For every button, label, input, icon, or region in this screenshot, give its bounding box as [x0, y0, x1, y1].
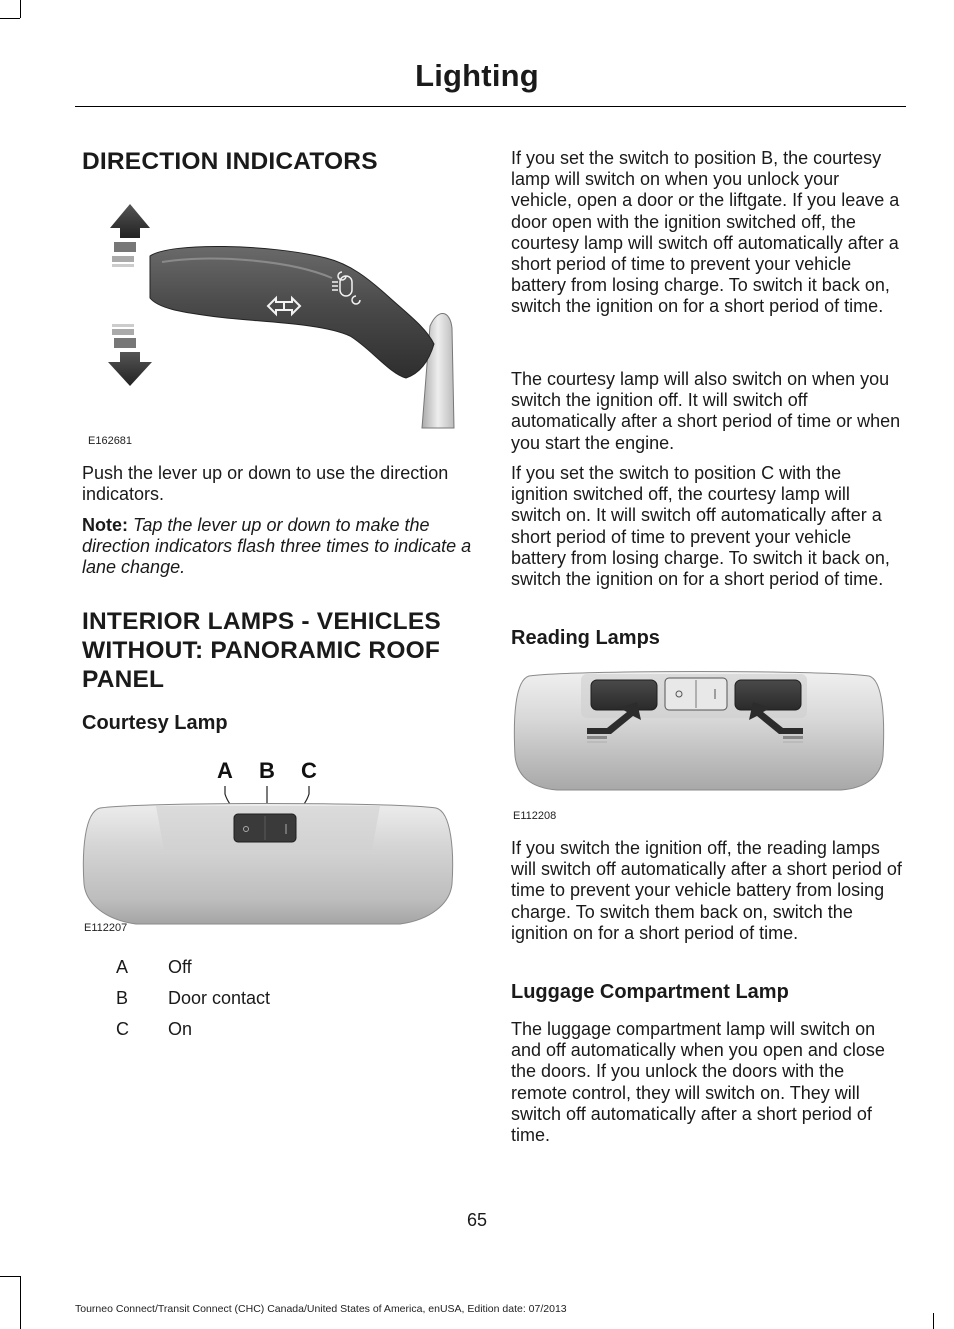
luggage-lamp-heading: Luggage Compartment Lamp	[511, 981, 789, 1003]
figure-code: E112208	[513, 810, 557, 822]
figure-code: E112207	[84, 922, 128, 934]
crop-mark	[20, 0, 21, 18]
note-label: Note:	[82, 515, 128, 535]
crop-mark	[933, 1313, 934, 1329]
page-number: 65	[466, 1210, 488, 1230]
direction-body: Push the lever up or down to use the direction indicators.	[82, 463, 449, 505]
legend-value: Off	[168, 957, 192, 977]
page-title: Lighting	[415, 58, 539, 93]
callout-b: B	[259, 758, 275, 783]
interior-lamps-heading: INTERIOR LAMPS - VEHICLES WITHOUT: PANORAMIC ROOF PANEL	[82, 608, 441, 693]
crop-mark	[0, 1276, 20, 1277]
legend-value: Door contact	[168, 988, 271, 1008]
footer-text: Tourneo Connect/Transit Connect (CHC) Canada/United States of America, enUSA, Edition date: 07/2013	[75, 1303, 567, 1315]
reading-lamps-paragraph: If you switch the ignition off, the reading lamps will switch off automatically after a short period of time to prevent your vehicle battery from losing charge. To switch them back on, switch the ignition on for a short period of time.	[511, 838, 902, 943]
reading-lamps-heading: Reading Lamps	[511, 627, 660, 649]
reading-lamps-illustration	[511, 668, 887, 796]
courtesy-position-c-paragraph: If you set the switch to position C with the ignition switched off, the courtesy lamp will switch on. It will switch off automatically after a short period of time to prevent your vehicle battery from losing charge. To switch it back on, switch the ignition on for a short period of time.	[511, 463, 890, 590]
legend-key: A	[116, 957, 129, 977]
luggage-lamp-paragraph: The luggage compartment lamp will switch on and off automatically when you open and close the doors. If you unlock the doors with the remote control, they will switch on. They will switch off automatically after a short period of time.	[511, 1019, 885, 1146]
crop-mark	[0, 18, 20, 19]
legend-value: On	[168, 1019, 193, 1039]
turn-signal-lever-illustration	[100, 198, 460, 436]
callout-a: A	[217, 758, 233, 783]
courtesy-lamp-illustration	[80, 754, 456, 929]
note-text: Tap the lever up or down to make the direction indicators flash three times to indicate a lane change.	[82, 515, 472, 578]
arrow-up-icon	[110, 204, 150, 267]
figure-code: E162681	[88, 435, 133, 447]
direction-note	[82, 515, 472, 579]
legend-key: C	[116, 1019, 129, 1039]
callout-c: C	[301, 758, 317, 783]
courtesy-position-b-paragraph: If you set the switch to position B, the courtesy lamp will switch on when you unlock your vehicle, open a door or the liftgate. If you leave a door open with the ignition switched off, the courtesy lamp will switch off automatically after a short period of time to prevent your vehicle battery from losing charge. To switch it back on, switch the ignition on for a short period of time.	[511, 148, 900, 317]
direction-indicators-heading: DIRECTION INDICATORS	[82, 148, 378, 175]
courtesy-ignition-off-paragraph: The courtesy lamp will also switch on when you switch the ignition off. It will switch off automatically after a short period of time or when you start the engine.	[511, 369, 901, 453]
legend-key: B	[116, 988, 129, 1008]
courtesy-lamp-heading: Courtesy Lamp	[82, 712, 228, 734]
arrow-down-icon	[108, 324, 152, 386]
header-divider	[75, 106, 906, 107]
crop-mark	[20, 1276, 21, 1329]
